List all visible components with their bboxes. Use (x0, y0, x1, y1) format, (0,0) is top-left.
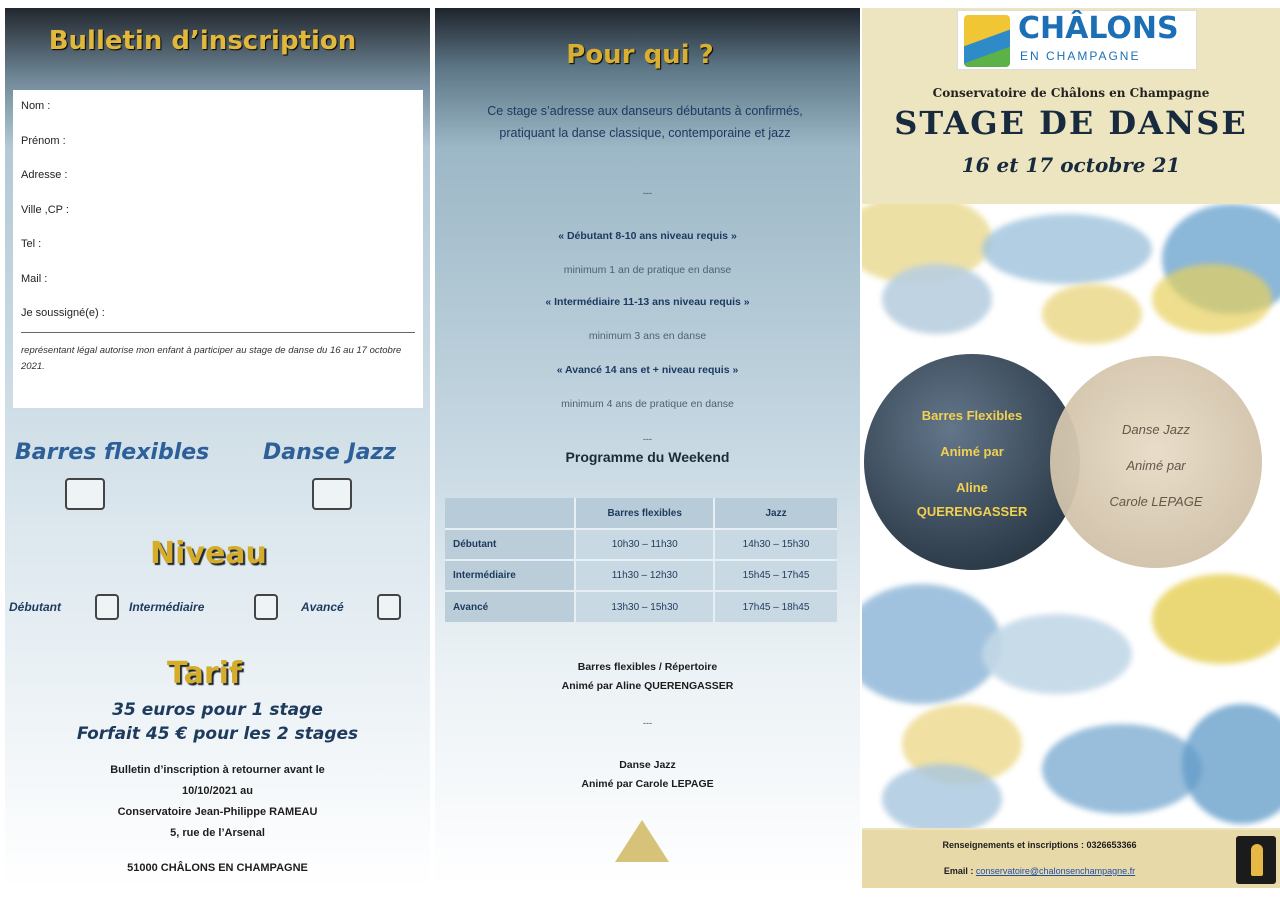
anim-jazz-line2: Animé par Carole LEPAGE (581, 778, 714, 790)
info-line: Renseignements et inscriptions : 0326653366 (942, 840, 1137, 850)
circle-right-line1: Danse Jazz (1122, 422, 1190, 437)
level-avance-checkbox[interactable] (377, 594, 401, 620)
audience-panel (435, 8, 860, 888)
table-cell: 13h30 – 15h30 (575, 591, 714, 622)
stage-date: 16 et 17 octobre 21 (961, 153, 1181, 177)
field-firstname[interactable]: Prénom : (21, 134, 66, 147)
table-cell: 10h30 – 11h30 (575, 529, 714, 560)
return-line-2: 10/10/2021 au (182, 785, 253, 797)
email-label: Email : (943, 866, 974, 876)
table-cell: Intermédiaire (445, 560, 575, 591)
audience-intro: Ce stage s’adresse aux danseurs débutants à confirmés, pratiquant la danse classique, contemporaine et jazz (487, 104, 803, 140)
field-address[interactable]: Adresse : (21, 169, 68, 181)
table-cell: 17h45 – 18h45 (714, 591, 837, 622)
circle-left-line4: QUERENGASSER (916, 504, 1028, 519)
dancer-logo-icon (1236, 836, 1276, 884)
table-row (445, 529, 837, 560)
audience-title: Pour qui ? (566, 40, 714, 70)
authorization-text: représentant légal autorise mon enfant à participer au stage de danse du 16 au 17 octobre 2021. (21, 345, 402, 372)
email-link[interactable]: conservatoire@chalonsenchampagne.fr (975, 866, 1136, 876)
logo-emblem-icon (964, 15, 1010, 67)
watercolor-artwork (862, 204, 1280, 828)
return-line-1: Bulletin d’inscription à retourner avant le (110, 764, 325, 776)
level-intermediaire-row: « Intermédiaire 11-13 ans niveau requis » (545, 296, 750, 308)
field-city[interactable]: Ville ,CP : (21, 203, 69, 216)
level-intermediaire-label: Intermédiaire (129, 600, 205, 614)
level-debutant-row: « Débutant 8-10 ans niveau requis » (558, 230, 737, 242)
price-package: Forfait 45 € pour les 2 stages (76, 724, 359, 744)
level-debutant-label: Débutant (9, 600, 61, 614)
circle-left-line1: Barres Flexibles (921, 408, 1023, 423)
level-intermediaire-requirement: minimum 3 ans en danse (588, 330, 707, 342)
field-mail[interactable]: Mail : (21, 272, 48, 285)
logo-name: CHÂLONS (1018, 11, 1179, 46)
return-line-4: 5, rue de l’Arsenal (170, 827, 265, 839)
return-line-3: Conservatoire Jean-Philippe RAMEAU (117, 806, 318, 818)
level-avance-requirement: minimum 4 ans de pratique en danse (561, 398, 734, 410)
return-city: 51000 CHÂLONS EN CHAMPAGNE (127, 862, 308, 874)
table-row (445, 591, 837, 622)
barres-circle (864, 354, 1080, 570)
option-barres-checkbox[interactable] (65, 478, 105, 510)
circle-left-line3: Aline (956, 480, 988, 495)
circle-right-line2: Animé par (1126, 458, 1186, 473)
logo-subtitle: EN CHAMPAGNE (1020, 49, 1141, 63)
schedule-table (445, 498, 837, 622)
circle-right-line3: Carole LEPAGE (1109, 494, 1203, 509)
level-avance-row: « Avancé 14 ans et + niveau requis » (556, 364, 739, 376)
table-header (445, 498, 575, 529)
field-phone[interactable]: Tel : (21, 238, 42, 250)
separator: --- (643, 434, 652, 444)
cover-panel (862, 8, 1280, 888)
table-header-row (445, 498, 837, 529)
anim-barres-line2: Animé par Aline QUERENGASSER (561, 680, 734, 692)
separator: --- (643, 718, 652, 728)
price-single: 35 euros pour 1 stage (112, 700, 323, 720)
registration-title: Bulletin d’inscription (48, 26, 357, 56)
option-barres-label: Barres flexibles (15, 440, 210, 465)
option-jazz-checkbox[interactable] (312, 478, 352, 510)
table-cell: 14h30 – 15h30 (714, 529, 837, 560)
niveau-title: Niveau (150, 536, 267, 571)
chalons-logo (957, 10, 1197, 70)
table-header: Jazz (714, 498, 837, 529)
registration-form (13, 90, 423, 408)
jazz-circle (1050, 356, 1262, 568)
field-signature[interactable]: Je soussigné(e) : (21, 301, 415, 333)
table-cell: 11h30 – 12h30 (575, 560, 714, 591)
program-title: Programme du Weekend (565, 449, 730, 465)
stage-title: STAGE DE DANSE (894, 104, 1248, 142)
table-row (445, 560, 837, 591)
table-cell: Avancé (445, 591, 575, 622)
table-header: Barres flexibles (575, 498, 714, 529)
anim-jazz-line1: Danse Jazz (619, 759, 676, 771)
circle-left-line2: Animé par (940, 444, 1004, 459)
separator: --- (643, 188, 652, 198)
tarif-title: Tarif (167, 656, 242, 691)
conservatoire-name: Conservatoire de Châlons en Champagne (932, 86, 1210, 100)
level-avance-label: Avancé (301, 600, 344, 614)
registration-panel (5, 8, 430, 888)
level-debutant-checkbox[interactable] (95, 594, 119, 620)
table-cell: 15h45 – 17h45 (714, 560, 837, 591)
level-debutant-requirement: minimum 1 an de pratique en danse (563, 264, 732, 276)
field-name[interactable]: Nom : (21, 100, 51, 112)
anim-barres-line1: Barres flexibles / Répertoire (577, 661, 718, 673)
option-jazz-label: Danse Jazz (263, 440, 397, 465)
triangle-decoration (615, 820, 669, 862)
table-cell: Débutant (445, 529, 575, 560)
contact-band (862, 830, 1280, 888)
level-intermediaire-checkbox[interactable] (254, 594, 278, 620)
